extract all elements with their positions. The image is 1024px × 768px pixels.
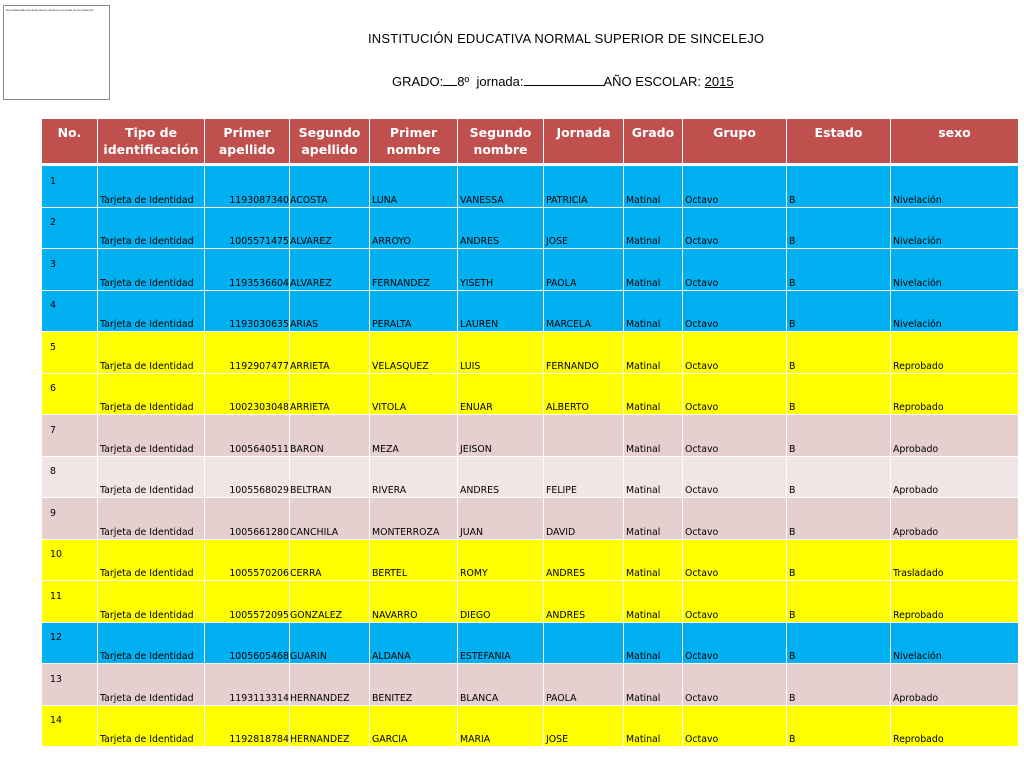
cell-grado: Octavo — [683, 373, 787, 415]
grado-label: GRADO: — [392, 74, 444, 89]
cell-first-name: VANESSA — [458, 166, 544, 208]
cell-second-surname: FERNANDEZ — [370, 249, 458, 291]
cell-second-surname: PERALTA — [370, 290, 458, 332]
cell-row-number: 13 — [42, 664, 98, 706]
column-header: Segundo nombre — [458, 119, 544, 164]
cell-id-type: Tarjeta de Identidad — [98, 705, 205, 747]
cell-first-surname: ALVAREZ — [290, 249, 370, 291]
cell-row-number: 3 — [42, 249, 98, 291]
cell-first-name: YISETH — [458, 249, 544, 291]
cell-jornada: Matinal — [624, 705, 683, 747]
cell-second-surname: BENITEZ — [370, 664, 458, 706]
cell-id-number: 1192907477 — [205, 332, 290, 374]
column-header: Primer nombre — [370, 119, 458, 164]
table-row — [42, 456, 1019, 498]
cell-second-name: ALBERTO — [544, 373, 624, 415]
cell-id-number: 1005571475 — [205, 207, 290, 249]
cell-estado: Nivelación — [891, 207, 1019, 249]
cell-row-number: 6 — [42, 373, 98, 415]
cell-id-number: 1005568029 — [205, 456, 290, 498]
cell-grado: Octavo — [683, 290, 787, 332]
cell-id-type: Tarjeta de Identidad — [98, 456, 205, 498]
table-row — [42, 166, 1019, 208]
cell-grupo: B — [787, 498, 891, 540]
column-header: Primer apellido — [205, 119, 290, 164]
cell-first-surname: ARRIETA — [290, 332, 370, 374]
cell-second-surname: RIVERA — [370, 456, 458, 498]
cell-first-name: JEISON — [458, 415, 544, 457]
cell-second-name: FELIPE — [544, 456, 624, 498]
cell-jornada: Matinal — [624, 332, 683, 374]
cell-row-number: 8 — [42, 456, 98, 498]
cell-second-name: JOSE — [544, 705, 624, 747]
cell-id-number: 1002303048 — [205, 373, 290, 415]
column-header: Segundo apellido — [290, 119, 370, 164]
cell-first-name: LAUREN — [458, 290, 544, 332]
cell-id-type: Tarjeta de Identidad — [98, 166, 205, 208]
cell-second-surname: BERTEL — [370, 539, 458, 581]
cell-row-number: 9 — [42, 498, 98, 540]
cell-jornada: Matinal — [624, 539, 683, 581]
grado-value: 8º — [457, 74, 470, 89]
cell-first-surname: CERRA — [290, 539, 370, 581]
cell-grado: Octavo — [683, 166, 787, 208]
institution-logo-placeholder — [3, 5, 110, 100]
cell-id-number: 1005605468 — [205, 622, 290, 664]
cell-estado: Reprobado — [891, 581, 1019, 623]
cell-second-surname: VITOLA — [370, 373, 458, 415]
jornada-label: jornada: — [476, 74, 524, 89]
cell-id-number: 1193536604 — [205, 249, 290, 291]
cell-second-surname: MONTERROZA — [370, 498, 458, 540]
cell-estado: Reprobado — [891, 705, 1019, 747]
cell-jornada: Matinal — [624, 373, 683, 415]
cell-jornada: Matinal — [624, 664, 683, 706]
cell-row-number: 2 — [42, 207, 98, 249]
cell-grupo: B — [787, 290, 891, 332]
table-header — [42, 119, 1019, 166]
column-header: Grupo — [683, 119, 787, 164]
cell-second-name — [544, 415, 624, 457]
cell-grupo: B — [787, 332, 891, 374]
cell-grupo: B — [787, 622, 891, 664]
cell-grado: Octavo — [683, 332, 787, 374]
cell-jornada: Matinal — [624, 498, 683, 540]
cell-id-type: Tarjeta de Identidad — [98, 290, 205, 332]
table-row — [42, 498, 1019, 540]
cell-second-name: MARCELA — [544, 290, 624, 332]
cell-second-name: ANDRES — [544, 581, 624, 623]
cell-second-name: DAVID — [544, 498, 624, 540]
cell-estado: Nivelación — [891, 622, 1019, 664]
cell-grado: Octavo — [683, 664, 787, 706]
cell-id-number: 1005640511 — [205, 415, 290, 457]
cell-jornada: Matinal — [624, 415, 683, 457]
cell-row-number: 1 — [42, 166, 98, 208]
table-body — [42, 166, 1019, 747]
cell-grupo: B — [787, 705, 891, 747]
cell-id-number: 1005661280 — [205, 498, 290, 540]
institution-title: INSTITUCIÓN EDUCATIVA NORMAL SUPERIOR DE SINCELEJO — [368, 31, 765, 46]
cell-grupo: B — [787, 166, 891, 208]
cell-estado: Reprobado — [891, 332, 1019, 374]
cell-jornada: Matinal — [624, 166, 683, 208]
cell-second-surname: ALDANA — [370, 622, 458, 664]
jornada-blank — [524, 85, 604, 86]
cell-id-number: 1193113314 — [205, 664, 290, 706]
cell-row-number: 11 — [42, 581, 98, 623]
cell-grado: Octavo — [683, 498, 787, 540]
cell-grado: Octavo — [683, 456, 787, 498]
cell-second-name: PAOLA — [544, 249, 624, 291]
cell-grado: Octavo — [683, 622, 787, 664]
cell-row-number: 5 — [42, 332, 98, 374]
cell-id-type: Tarjeta de Identidad — [98, 207, 205, 249]
cell-jornada: Matinal — [624, 207, 683, 249]
table-row — [42, 664, 1019, 706]
table-row — [42, 539, 1019, 581]
grade-info-line — [392, 74, 734, 89]
cell-second-name: JOSE — [544, 207, 624, 249]
cell-first-name: ANDRES — [458, 456, 544, 498]
column-header: Jornada — [544, 119, 624, 164]
cell-first-surname: HERNANDEZ — [290, 664, 370, 706]
cell-row-number: 7 — [42, 415, 98, 457]
cell-id-type: Tarjeta de Identidad — [98, 539, 205, 581]
cell-id-type: Tarjeta de Identidad — [98, 581, 205, 623]
cell-grupo: B — [787, 207, 891, 249]
table-row — [42, 332, 1019, 374]
cell-second-surname: VELASQUEZ — [370, 332, 458, 374]
cell-estado: Aprobado — [891, 415, 1019, 457]
cell-first-surname: GONZALEZ — [290, 581, 370, 623]
cell-row-number: 14 — [42, 705, 98, 747]
logo-caption: El encabezado del documento contiene el escudo de la institución — [6, 8, 94, 12]
cell-grado: Octavo — [683, 249, 787, 291]
cell-estado: Aprobado — [891, 664, 1019, 706]
cell-first-surname: BARON — [290, 415, 370, 457]
cell-id-type: Tarjeta de Identidad — [98, 622, 205, 664]
column-header: Grado — [624, 119, 683, 164]
table-row — [42, 415, 1019, 457]
table-row — [42, 290, 1019, 332]
cell-grupo: B — [787, 456, 891, 498]
column-header: Tipo de identificación — [98, 119, 205, 164]
cell-first-surname: GUARIN — [290, 622, 370, 664]
cell-first-name: ENUAR — [458, 373, 544, 415]
cell-estado: Aprobado — [891, 456, 1019, 498]
cell-jornada: Matinal — [624, 581, 683, 623]
cell-first-name: LUIS — [458, 332, 544, 374]
cell-row-number: 4 — [42, 290, 98, 332]
table-row — [42, 207, 1019, 249]
table-row — [42, 373, 1019, 415]
cell-second-name: PAOLA — [544, 664, 624, 706]
cell-id-type: Tarjeta de Identidad — [98, 415, 205, 457]
cell-grado: Octavo — [683, 539, 787, 581]
cell-id-number: 1192818784 — [205, 705, 290, 747]
column-header: No. — [42, 119, 98, 164]
cell-grupo: B — [787, 664, 891, 706]
cell-estado: Nivelación — [891, 249, 1019, 291]
cell-second-name: ANDRES — [544, 539, 624, 581]
column-header: sexo — [891, 119, 1019, 164]
cell-estado: Reprobado — [891, 373, 1019, 415]
cell-jornada: Matinal — [624, 622, 683, 664]
cell-id-number: 1193030635 — [205, 290, 290, 332]
cell-first-name: BLANCA — [458, 664, 544, 706]
cell-first-surname: ALVAREZ — [290, 207, 370, 249]
cell-first-name: ANDRES — [458, 207, 544, 249]
cell-id-type: Tarjeta de Identidad — [98, 249, 205, 291]
cell-id-type: Tarjeta de Identidad — [98, 373, 205, 415]
ano-label: AÑO ESCOLAR: — [603, 74, 702, 89]
header-row — [42, 119, 1019, 164]
cell-second-name — [544, 622, 624, 664]
cell-estado: Trasladado — [891, 539, 1019, 581]
cell-id-type: Tarjeta de Identidad — [98, 498, 205, 540]
cell-row-number: 10 — [42, 539, 98, 581]
table-row — [42, 249, 1019, 291]
cell-grado: Octavo — [683, 415, 787, 457]
cell-second-name: FERNANDO — [544, 332, 624, 374]
cell-first-surname: HERNANDEZ — [290, 705, 370, 747]
cell-grupo: B — [787, 249, 891, 291]
cell-grupo: B — [787, 581, 891, 623]
cell-first-name: ESTEFANIA — [458, 622, 544, 664]
cell-jornada: Matinal — [624, 290, 683, 332]
column-header: Estado — [787, 119, 891, 164]
cell-estado: Nivelación — [891, 290, 1019, 332]
cell-first-surname: ACOSTA — [290, 166, 370, 208]
grado-blank — [443, 85, 457, 86]
cell-id-number: 1005572095 — [205, 581, 290, 623]
cell-second-name: PATRICIA — [544, 166, 624, 208]
cell-estado: Aprobado — [891, 498, 1019, 540]
cell-grupo: B — [787, 415, 891, 457]
cell-jornada: Matinal — [624, 249, 683, 291]
cell-grado: Octavo — [683, 705, 787, 747]
student-roster-table — [41, 118, 1019, 747]
cell-id-type: Tarjeta de Identidad — [98, 332, 205, 374]
cell-id-number: 1005570206 — [205, 539, 290, 581]
cell-id-type: Tarjeta de Identidad — [98, 664, 205, 706]
cell-first-surname: CANCHILA — [290, 498, 370, 540]
cell-second-surname: MEZA — [370, 415, 458, 457]
ano-value: 2015 — [704, 74, 734, 89]
cell-first-name: ROMY — [458, 539, 544, 581]
table-row — [42, 705, 1019, 747]
cell-id-number: 1193087340 — [205, 166, 290, 208]
cell-second-surname: LUNA — [370, 166, 458, 208]
cell-grupo: B — [787, 539, 891, 581]
cell-first-name: DIEGO — [458, 581, 544, 623]
cell-estado: Nivelación — [891, 166, 1019, 208]
table-row — [42, 622, 1019, 664]
cell-first-name: JUAN — [458, 498, 544, 540]
cell-first-surname: BELTRAN — [290, 456, 370, 498]
cell-grado: Octavo — [683, 207, 787, 249]
cell-jornada: Matinal — [624, 456, 683, 498]
cell-row-number: 12 — [42, 622, 98, 664]
cell-second-surname: NAVARRO — [370, 581, 458, 623]
cell-first-surname: ARIAS — [290, 290, 370, 332]
cell-first-name: MARIA — [458, 705, 544, 747]
cell-first-surname: ARRIETA — [290, 373, 370, 415]
cell-grupo: B — [787, 373, 891, 415]
cell-second-surname: GARCIA — [370, 705, 458, 747]
cell-second-surname: ARROYO — [370, 207, 458, 249]
cell-grado: Octavo — [683, 581, 787, 623]
table-row — [42, 581, 1019, 623]
